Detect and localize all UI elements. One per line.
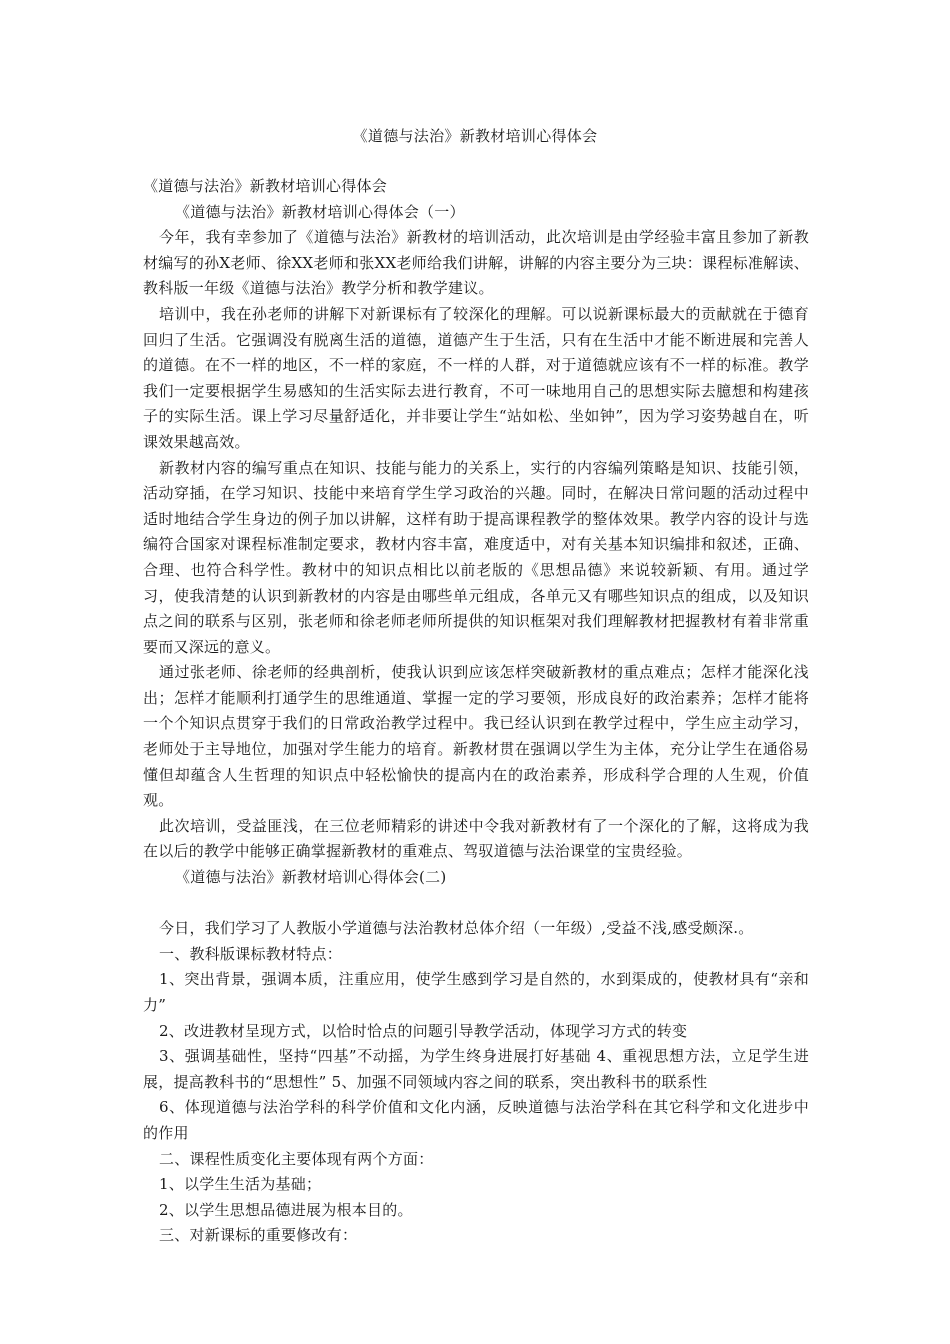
document-title: 《道德与法治》新教材培训心得体会 (352, 127, 598, 145)
list-item: 1、突出背景，强调本质，注重应用，使学生感到学习是自然的，水到渠成的，使教材具有“亲和力” (143, 970, 809, 1014)
list-heading: 一、教科版课标教材特点： (159, 944, 343, 963)
paragraph: 今年，我有幸参加了《道德与法治》新教材的培训活动，此次培训是由学经验丰富且参加了新教材编写的孙X老师、徐XX老师和张XX老师给我们讲解，讲解的内容主要分为三块：课程标准解读、教科版一年级《道德与法治》教学分析和教学建议。 (143, 228, 809, 298)
section-1-heading: 《道德与法治》新教材培训心得体会（一） (175, 202, 465, 221)
paragraph: 培训中，我在孙老师的讲解下对新课标有了较深化的理解。可以说新课标最大的贡献就在于德育回归了生活。它强调没有脱离生活的道德，道德产生于生活，只有在生活中才能不断进展和完善人的道德。在不一样的地区，不一样的家庭，不一样的人群，对于道德就应该有不一样的标准。教学我们一定要根据学生易感知的生活实际去进行教育，不可一味地用自己的思想实际去臆想和构建孩子的实际生活。课上学习尽量舒适化，并非要让学生“站如松、坐如钟”，因为学习姿势越自在，听课效果越高效。 (143, 304, 809, 451)
paragraph: 此次培训，受益匪浅，在三位老师精彩的讲述中令我对新教材有了一个深化的了解，这将成为我在以后的教学中能够正确掌握新教材的重难点、驾驭道德与法治课堂的宝贵经验。 (143, 816, 809, 861)
list-heading: 三、对新课标的重要修改有： (159, 1226, 358, 1245)
list-item: 2、改进教材呈现方式，以恰时恰点的问题引导教学活动，体现学习方式的转变 (159, 1021, 688, 1040)
list-item: 1、以学生生活为基础； (159, 1175, 322, 1194)
list-item: 2、以学生思想品德进展为根本目的。 (159, 1200, 413, 1219)
document-body (143, 174, 809, 1249)
list-heading: 二、课程性质变化主要体现有两个方面： (159, 1149, 434, 1168)
list-item: 6、体现道德与法治学科的科学价值和文化内涵，反映道德与法治学科在其它科学和文化进步中的作用 (143, 1098, 809, 1142)
paragraph: 通过张老师、徐老师的经典剖析，使我认识到应该怎样突破新教材的重点难点；怎样才能深化浅出；怎样才能顺利打通学生的思维通道、掌握一定的学习要领，形成良好的政治素养；怎样才能将一个个知识点贯穿于我们的日常政治教学过程中。我已经认识到在教学过程中，学生应主动学习，老师处于主导地位，加强对学生能力的培育。新教材贯在强调以学生为主体，充分让学生在通俗易懂但却蕴含人生哲理的知识点中轻松愉快的提高内在的政治素养，形成科学合理的人生观，价值观。 (143, 663, 809, 810)
blank-line (143, 891, 809, 917)
section-2-heading: 《道德与法治》新教材培训心得体会(二) (175, 868, 447, 887)
paragraph: 新教材内容的编写重点在知识、技能与能力的关系上，实行的内容编列策略是知识、技能引领，活动穿插，在学习知识、技能中来培育学生学习政治的兴趣。同时，在解决日常问题的活动过程中适时地结合学生身边的例子加以讲解，这样有助于提高课程教学的整体效果。教学内容的设计与选编符合国家对课程标准制定要求，教材内容丰富，难度适中，对有关基本知识编排和叙述，正确、合理、也符合科学性。教材中的知识点相比以前老版的《思想品德》来说较新颖、有用。通过学习，使我清楚的认识到新教材的内容是由哪些单元组成，各单元又有哪些知识点的组成，以及知识点之间的联系与区别，张老师和徐老师老师所提供的知识框架对我们理解教材把握教材有着非常重要而又深远的意义。 (143, 458, 809, 656)
paragraph: 今日，我们学习了人教版小学道德与法治教材总体介绍（一年级）,受益不浅,感受颇深.。 (159, 919, 754, 938)
list-item: 3、强调基础性，坚持“四基”不动摇，为学生终身进展打好基础 4、重视思想方法，立足学生进展，提高教科书的“思想性” 5、加强不同领域内容之间的联系，突出教科书的联系性 (143, 1047, 809, 1091)
document-heading: 《道德与法治》新教材培训心得体会 (143, 177, 388, 195)
